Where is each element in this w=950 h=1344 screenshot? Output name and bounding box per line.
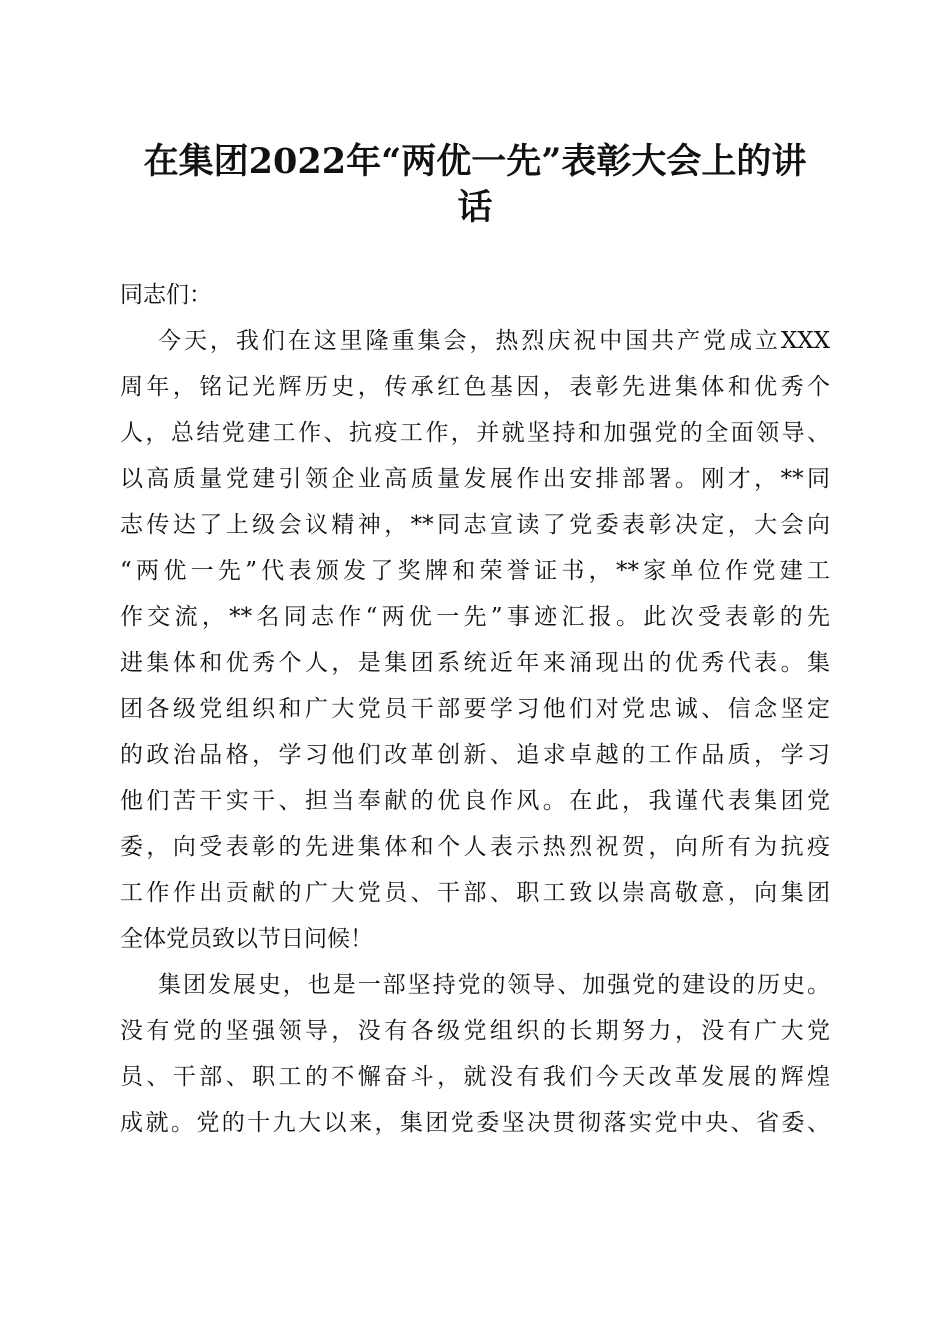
paragraph-1-line-14: 全体党员致以节日问候！ [120, 926, 373, 952]
document-title-line-2: 话 [457, 187, 493, 228]
paragraph-1-line-11: 他们苦干实干、担当奉献的优良作风。在此，我谨代表集团党 [120, 788, 830, 814]
paragraph-2-line-2: 没有党的坚强领导，没有各级党组织的长期努力，没有广大党 [120, 1018, 830, 1044]
paragraph-2-line-1: 集团发展史，也是一部坚持党的领导、加强党的建设的历史。 [158, 972, 830, 998]
paragraph-1-line-10: 的政治品格，学习他们改革创新、追求卓越的工作品质，学习 [120, 742, 830, 768]
salutation: 同志们： [120, 282, 212, 308]
document-title-line-1: 在集团2022年“两优一先”表彰大会上的讲 [143, 141, 807, 182]
paragraph-1-line-13: 工作作出贡献的广大党员、干部、职工致以崇高敬意，向集团 [120, 880, 830, 906]
paragraph-1-line-8: 进集体和优秀个人，是集团系统近年来涌现出的优秀代表。集 [120, 650, 830, 676]
paragraph-1-line-1: 今天，我们在这里隆重集会，热烈庆祝中国共产党成立XXX [158, 328, 830, 354]
paragraph-1-line-5: 志传达了上级会议精神，**同志宣读了党委表彰决定，大会向 [120, 512, 830, 538]
paragraph-1-line-7: 作交流，**名同志作“两优一先”事迹汇报。此次受表彰的先 [120, 604, 830, 630]
paragraph-1-line-4: 以高质量党建引领企业高质量发展作出安排部署。刚才，**同 [120, 466, 830, 492]
paragraph-2-line-4: 成就。党的十九大以来，集团党委坚决贯彻落实党中央、省委、 [120, 1110, 830, 1136]
paragraph-2-line-3: 员、干部、职工的不懈奋斗，就没有我们今天改革发展的辉煌 [120, 1064, 830, 1090]
paragraph-1-line-6: “两优一先”代表颁发了奖牌和荣誉证书，**家单位作党建工 [120, 558, 830, 584]
paragraph-1-line-9: 团各级党组织和广大党员干部要学习他们对党忠诚、信念坚定 [120, 696, 830, 722]
paragraph-1-line-3: 人，总结党建工作、抗疫工作，并就坚持和加强党的全面领导、 [120, 420, 830, 446]
paragraph-1-line-2: 周年，铭记光辉历史，传承红色基因，表彰先进集体和优秀个 [120, 374, 830, 400]
paragraph-1-line-12: 委，向受表彰的先进集体和个人表示热烈祝贺，向所有为抗疫 [120, 834, 830, 860]
